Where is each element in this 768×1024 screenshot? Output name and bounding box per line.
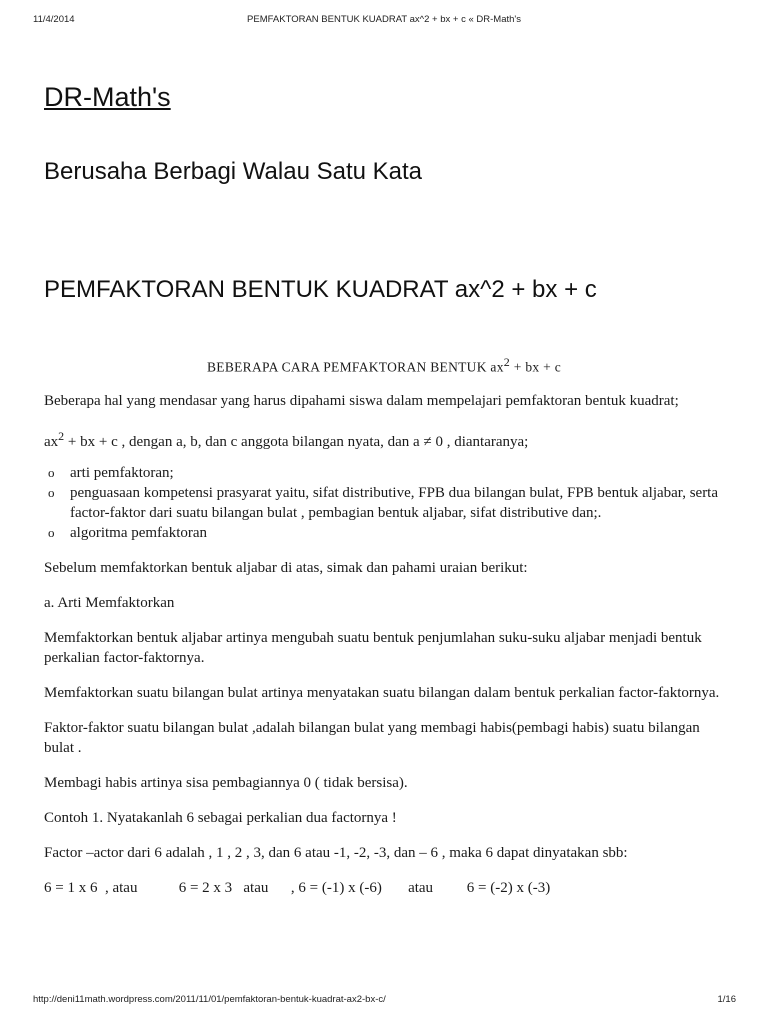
paragraph: Memfaktorkan bentuk aljabar artinya mengubah suatu bentuk penjumlahan suku-suku aljabar menjadi bentuk perkalian factor-faktornya. xyxy=(44,629,702,666)
formula-paragraph: $ax^2$ + bx + c , dengan a, b, dan c anggota bilangan nyata, dan a ≠ 0 , diantaranya; xyxy=(44,428,529,450)
paragraph: Sebelum memfaktorkan bentuk aljabar di atas, simak dan pahami uraian berikut: xyxy=(44,559,528,576)
print-page-title: PEMFAKTORAN BENTUK KUADRAT ax^2 + bx + c « DR-Math's xyxy=(247,14,521,25)
print-date: 11/4/2014 xyxy=(33,14,75,25)
factors-line: 6 = 1 x 6 , atau 6 = 2 x 3 atau , 6 = (-1) x (-6) atau 6 = (-2) x (-3) xyxy=(44,879,551,896)
post-subtitle: BEBERAPA CARA PEMFAKTORAN BENTUK $ax^2$ + bx + c xyxy=(206,355,562,375)
paragraph: Faktor-faktor suatu bilangan bulat ,adalah bilangan bulat yang membagi habis(pembagi habis) suatu bilangan bulat . xyxy=(44,719,700,756)
site-title-link[interactable]: DR-Math's xyxy=(44,82,171,112)
bullet-marker: o xyxy=(48,464,55,480)
list-item: o arti pemfaktoran; xyxy=(48,464,174,481)
post-content xyxy=(44,352,724,913)
paragraph: Membagi habis artinya sisa pembagiannya 0 ( tidak bersisa). xyxy=(44,774,408,791)
print-footer xyxy=(0,994,768,1008)
paragraph: Memfaktorkan suatu bilangan bulat artinya menyatakan suatu bilangan dalam bentuk perkalian factor-faktornya. xyxy=(44,684,720,701)
site-tagline: Berusaha Berbagi Walau Satu Kata xyxy=(44,158,423,185)
print-header xyxy=(0,14,768,28)
paragraph: Factor –actor dari 6 adalah , 1 , 2 , 3, dan 6 atau -1, -2, -3, dan – 6 , maka 6 dapat dinyatakan sbb: xyxy=(44,844,628,861)
example-heading: Contoh 1. Nyatakanlah 6 sebagai perkalian dua factornya ! xyxy=(44,809,397,826)
post-title: PEMFAKTORAN BENTUK KUADRAT ax^2 + bx + c xyxy=(44,276,597,303)
page-number: 1/16 xyxy=(717,994,736,1005)
bullet-marker: o xyxy=(48,484,55,500)
intro-paragraph: Beberapa hal yang mendasar yang harus dipahami siswa dalam mempelajari pemfaktoran bentuk kuadrat; xyxy=(44,392,679,409)
bullet-marker: o xyxy=(48,524,55,540)
list-item: o penguasaan kompetensi prasyarat yaitu, sifat distributive, FPB dua bilangan bulat, FPB bentuk aljabar, serta factor-faktor dari suatu bilangan bulat , pembagian bentuk aljabar, sifat distributive dan;. xyxy=(48,484,719,521)
prerequisite-list xyxy=(44,463,724,543)
section-heading: a. Arti Memfaktorkan xyxy=(44,594,175,611)
print-url: http://deni11math.wordpress.com/2011/11/01/pemfaktoran-bentuk-kuadrat-ax2-bx-c/ xyxy=(33,994,386,1005)
list-item: o algoritma pemfaktoran xyxy=(48,524,208,541)
